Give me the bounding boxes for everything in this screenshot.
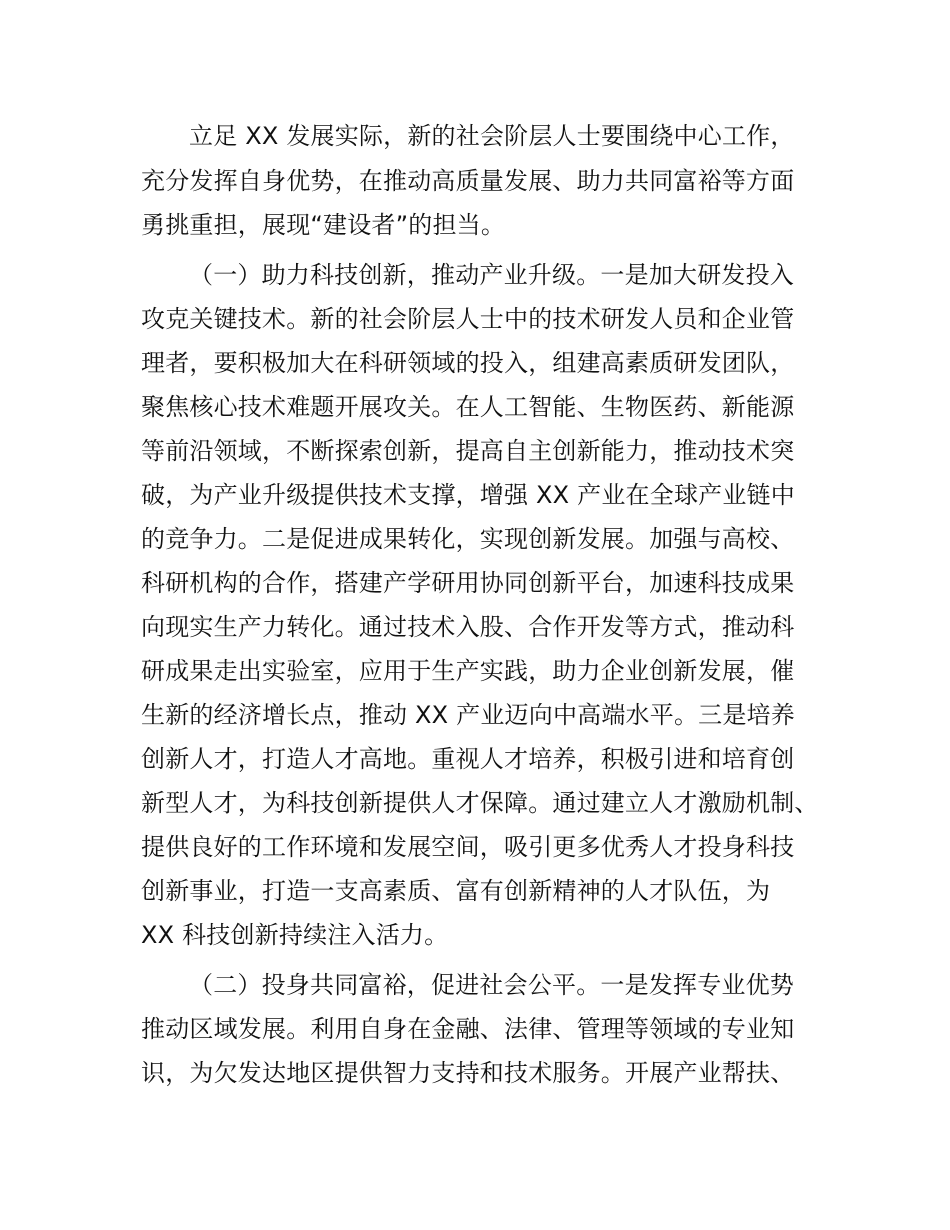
paragraph-2-line-16: XX 科技创新持续注入活力。 [141,921,449,949]
paragraph-2-line-11: 生新的经济增长点，推动 XX 产业迈向中高端水平。三是培养 [141,701,795,729]
paragraph-1-line-3: 勇挑重担，展现“建设者”的担当。 [141,211,506,239]
paragraph-2-line-4: 聚焦核心技术难题开展攻关。在人工智能、生物医药、新能源 [141,393,795,421]
paragraph-2-line-3: 理者，要积极加大在科研领域的投入，组建高素质研发团队， [141,349,795,377]
paragraph-3-line-2: 推动区域发展。利用自身在金融、法律、管理等领域的专业知 [141,1015,795,1043]
paragraph-2-line-9: 向现实生产力转化。通过技术入股、合作开发等方式，推动科 [141,613,795,641]
paragraph-2-line-8: 科研机构的合作，搭建产学研用协同创新平台，加速科技成果 [141,569,795,597]
paragraph-2-line-12: 创新人才，打造人才高地。重视人才培养，积极引进和培育创 [141,745,795,773]
paragraph-2-line-10: 研成果走出实验室，应用于生产实践，助力企业创新发展，催 [141,657,795,685]
paragraph-2-line-6: 破，为产业升级提供技术支撑，增强 XX 产业在全球产业链中 [141,481,795,509]
paragraph-1-line-2: 充分发挥自身优势，在推动高质量发展、助力共同富裕等方面 [141,167,795,195]
paragraph-2-line-7: 的竞争力。二是促进成果转化，实现创新发展。加强与高校、 [141,525,795,553]
paragraph-2-line-14: 提供良好的工作环境和发展空间，吸引更多优秀人才投身科技 [141,833,795,861]
paragraph-2-line-15: 创新事业，打造一支高素质、富有创新精神的人才队伍，为 [141,877,771,905]
paragraph-3-line-3: 识，为欠发达地区提供智力支持和技术服务。开展产业帮扶、 [141,1059,795,1087]
paragraph-2-line-13: 新型人才，为科技创新提供人才保障。通过建立人才激励机制、 [141,789,819,817]
paragraph-2-line-2: 攻克关键技术。新的社会阶层人士中的技术研发人员和企业管 [141,305,795,333]
paragraph-2-line-1: （一）助力科技创新，推动产业升级。一是加大研发投入 [189,261,794,289]
paragraph-2-line-5: 等前沿领域，不断探索创新，提高自主创新能力，推动技术突 [141,437,795,465]
paragraph-1-line-1: 立足 XX 发展实际，新的社会阶层人士要围绕中心工作， [189,122,795,150]
paragraph-3-line-1: （二）投身共同富裕，促进社会公平。一是发挥专业优势 [189,971,794,999]
